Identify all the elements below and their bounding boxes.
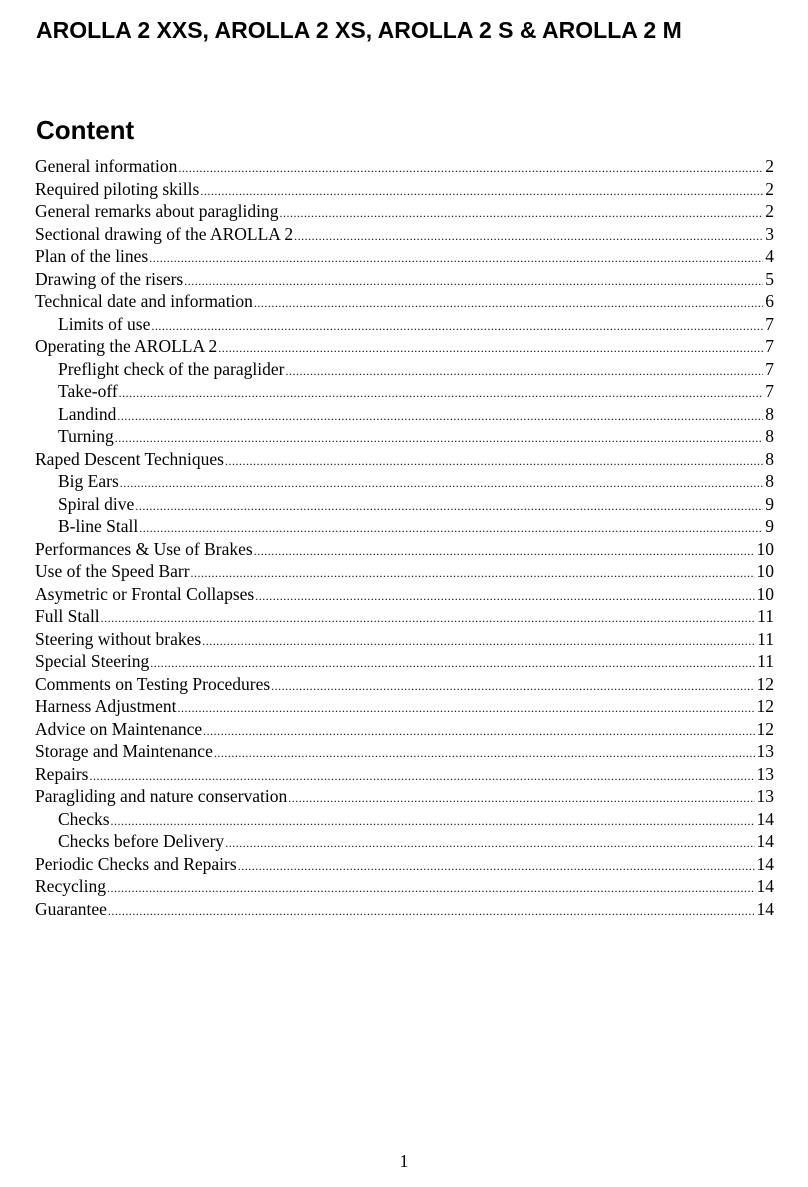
toc-entry-title: Repairs	[35, 763, 89, 784]
toc-entry-page: 8	[765, 403, 774, 424]
toc-dot-leader	[139, 517, 763, 540]
toc-entry[interactable]	[35, 358, 774, 381]
toc-entry-page: 12	[756, 718, 774, 739]
toc-entry[interactable]	[35, 560, 774, 583]
toc-dot-leader	[285, 360, 763, 383]
toc-entry-page: 4	[765, 246, 774, 266]
toc-dot-leader	[271, 675, 754, 698]
toc-entry-title: Big Ears	[58, 471, 119, 491]
toc-entry-page: 7	[765, 336, 774, 356]
toc-entry-title: Performances & Use of Brakes	[35, 538, 253, 559]
toc-entry-page: 13	[756, 786, 774, 806]
toc-entry-title: Asymetric or Frontal Collapses	[35, 583, 255, 604]
toc-entry[interactable]	[35, 853, 774, 876]
toc-entry[interactable]	[35, 200, 774, 223]
toc-entry[interactable]	[35, 763, 774, 786]
toc-entry-title: Steering without brakes	[35, 628, 202, 649]
toc-entry-page: 11	[757, 651, 774, 671]
toc-dot-leader	[178, 157, 763, 180]
toc-entry-page: 7	[765, 381, 774, 401]
toc-entry-page: 5	[765, 268, 774, 289]
toc-dot-leader	[120, 472, 763, 495]
toc-entry[interactable]	[35, 470, 774, 493]
toc-entry-title: Turning	[58, 426, 114, 446]
toc-entry[interactable]	[35, 785, 774, 808]
toc-entry-page: 12	[756, 673, 774, 694]
toc-dot-leader	[294, 225, 763, 248]
toc-entry-title: Paragliding and nature conservation	[35, 786, 288, 806]
toc-dot-leader	[200, 180, 763, 203]
toc-entry[interactable]	[35, 740, 774, 763]
toc-entry[interactable]	[35, 515, 774, 538]
toc-entry-page: 14	[756, 898, 774, 919]
toc-entry[interactable]	[35, 695, 774, 718]
toc-dot-leader	[279, 202, 763, 225]
toc-entry-title: Sectional drawing of the AROLLA 2	[35, 223, 294, 244]
toc-dot-leader	[254, 292, 763, 315]
toc-entry-page: 7	[765, 313, 774, 334]
toc-dot-leader	[101, 607, 755, 630]
toc-entry-title: Storage and Maintenance	[35, 741, 213, 761]
document-title: AROLLA 2 XXS, AROLLA 2 XS, AROLLA 2 S & AROLLA 2 M	[36, 17, 682, 43]
toc-entry[interactable]	[35, 403, 774, 426]
toc-dot-leader	[218, 337, 763, 360]
toc-entry[interactable]	[35, 583, 774, 606]
toc-entry-page: 13	[756, 741, 774, 761]
toc-entry[interactable]	[35, 268, 774, 291]
toc-entry-title: General information	[35, 156, 178, 176]
toc-entry-page: 11	[757, 628, 774, 649]
toc-entry-page: 14	[756, 853, 774, 874]
toc-dot-leader	[117, 405, 763, 428]
toc-dot-leader	[89, 765, 754, 788]
toc-dot-leader	[238, 855, 755, 878]
page-number: 1	[399, 1151, 409, 1171]
toc-entry-title: Recycling	[35, 876, 106, 896]
toc-dot-leader	[203, 720, 754, 743]
toc-dot-leader	[184, 270, 763, 293]
toc-entry-title: Technical date and information	[35, 291, 253, 311]
toc-entry-page: 3	[765, 223, 774, 244]
toc-entry[interactable]	[35, 898, 774, 921]
toc-entry-page: 14	[756, 831, 774, 851]
toc-dot-leader	[111, 810, 755, 833]
toc-dot-leader	[202, 630, 755, 653]
toc-entry-page: 6	[765, 291, 774, 311]
toc-entry-title: Guarantee	[35, 898, 107, 919]
toc-entry-title: Raped Descent Techniques	[35, 448, 224, 469]
toc-entry-page: 14	[756, 808, 774, 829]
toc-dot-leader	[177, 697, 754, 720]
toc-entry-page: 2	[765, 201, 774, 221]
toc-entry[interactable]	[35, 650, 774, 673]
toc-entry-page: 8	[765, 471, 774, 491]
toc-entry[interactable]	[35, 493, 774, 516]
toc-entry-page: 13	[756, 763, 774, 784]
toc-dot-leader	[135, 495, 763, 518]
toc-entry-title: General remarks about paragliding	[35, 201, 279, 221]
toc-entry[interactable]	[35, 155, 774, 178]
toc-entry-title: B-line Stall	[58, 516, 139, 536]
toc-entry[interactable]	[35, 628, 774, 651]
toc-entry[interactable]	[35, 673, 774, 696]
toc-entry[interactable]	[35, 718, 774, 741]
toc-entry-page: 8	[765, 426, 774, 446]
toc-entry-page: 2	[765, 156, 774, 176]
toc-entry[interactable]	[35, 605, 774, 628]
toc-entry-page: 10	[756, 561, 774, 581]
toc-entry-page: 9	[765, 516, 774, 536]
toc-entry[interactable]	[35, 448, 774, 471]
toc-entry[interactable]	[35, 290, 774, 313]
toc-dot-leader	[151, 315, 763, 338]
toc-entry-page: 2	[765, 178, 774, 199]
toc-entry-page: 9	[765, 493, 774, 514]
toc-entry[interactable]	[35, 830, 774, 853]
toc-entry[interactable]	[35, 380, 774, 403]
toc-entry-page: 12	[756, 696, 774, 716]
toc-entry-title: Checks	[58, 808, 110, 829]
toc-entry-page: 11	[757, 606, 774, 626]
toc-dot-leader	[225, 832, 754, 855]
toc-entry-page: 14	[756, 876, 774, 896]
toc-entry-title: Preflight check of the paraglider	[58, 358, 285, 379]
toc-entry[interactable]	[35, 875, 774, 898]
table-of-contents	[35, 155, 774, 920]
toc-heading: Content	[36, 115, 135, 145]
toc-dot-leader	[108, 900, 755, 923]
toc-entry-title: Plan of the lines	[35, 246, 149, 266]
toc-entry-title: Harness Adjustment	[35, 696, 177, 716]
toc-entry-title: Limits of use	[58, 313, 151, 334]
toc-entry-page: 10	[756, 583, 774, 604]
toc-dot-leader	[191, 562, 755, 585]
toc-dot-leader	[254, 540, 755, 563]
toc-dot-leader	[149, 247, 763, 270]
toc-dot-leader	[288, 787, 754, 810]
toc-entry-page: 10	[756, 538, 774, 559]
toc-entry-title: Operating the AROLLA 2	[35, 336, 218, 356]
toc-entry-title: Special Steering	[35, 651, 150, 671]
toc-entry-page: 7	[765, 358, 774, 379]
toc-dot-leader	[255, 585, 754, 608]
toc-dot-leader	[225, 450, 763, 473]
toc-entry[interactable]	[35, 808, 774, 831]
toc-dot-leader	[119, 382, 764, 405]
toc-entry[interactable]	[35, 178, 774, 201]
toc-entry[interactable]	[35, 538, 774, 561]
toc-entry[interactable]	[35, 313, 774, 336]
toc-entry-page: 8	[765, 448, 774, 469]
toc-entry-title: Comments on Testing Procedures	[35, 673, 271, 694]
toc-entry-title: Spiral dive	[58, 493, 135, 514]
toc-dot-leader	[150, 652, 755, 675]
toc-entry[interactable]	[35, 425, 774, 448]
toc-entry-title: Periodic Checks and Repairs	[35, 853, 237, 874]
toc-entry-title: Checks before Delivery	[58, 831, 225, 851]
toc-entry[interactable]	[35, 335, 774, 358]
toc-entry-title: Drawing of the risers	[35, 268, 184, 289]
toc-entry-title: Landind	[58, 403, 117, 424]
toc-entry[interactable]	[35, 245, 774, 268]
toc-entry[interactable]	[35, 223, 774, 246]
toc-dot-leader	[107, 877, 755, 900]
toc-entry-title: Advice on Maintenance	[35, 718, 203, 739]
toc-entry-title: Full Stall	[35, 606, 100, 626]
toc-entry-title: Use of the Speed Barr	[35, 561, 190, 581]
toc-entry-title: Take-off	[58, 381, 118, 401]
toc-entry-title: Required piloting skills	[35, 178, 200, 199]
toc-dot-leader	[214, 742, 755, 765]
toc-dot-leader	[115, 427, 763, 450]
